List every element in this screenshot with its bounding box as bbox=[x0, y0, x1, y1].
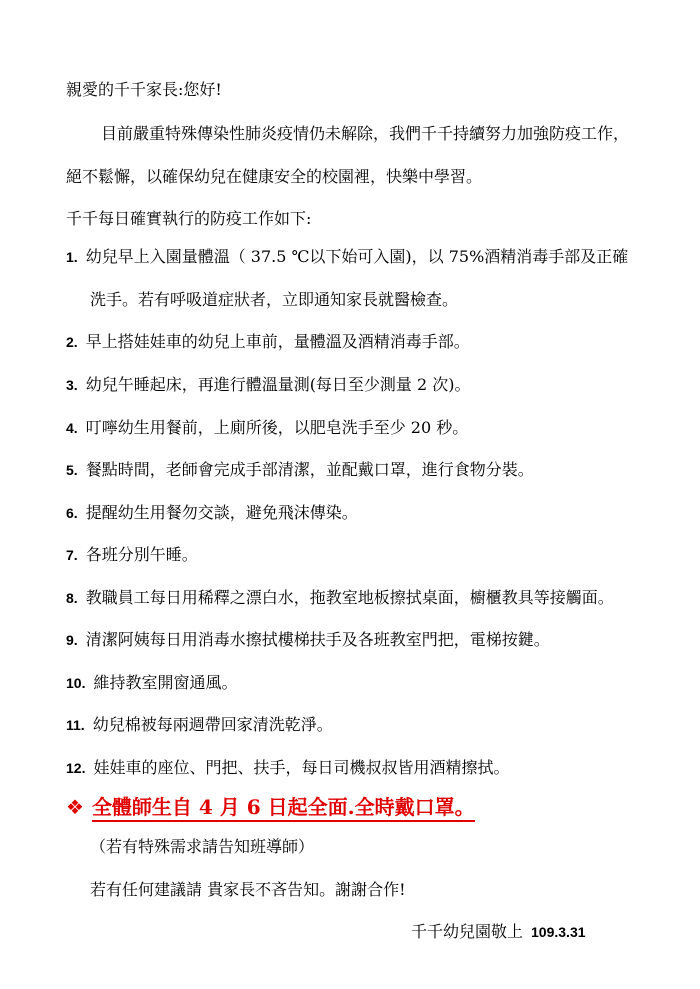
greeting: 親愛的千千家長:您好! bbox=[66, 80, 222, 99]
item-number: 10. bbox=[66, 675, 86, 691]
item-text: 早上搭娃娃車的幼兒上車前，量體溫及酒精消毒手部。 bbox=[85, 332, 470, 351]
item-number: 4. bbox=[66, 420, 78, 436]
item-number: 8. bbox=[66, 590, 78, 606]
letter-date: 109.3.31 bbox=[531, 924, 586, 940]
list-item bbox=[66, 630, 550, 650]
item-number: 3. bbox=[66, 377, 78, 393]
item-text: 各班分別午睡。 bbox=[85, 545, 198, 564]
list-item bbox=[66, 503, 358, 523]
signature bbox=[411, 922, 586, 942]
intro-paragraph-line-2: 絕不鬆懈，以確保幼兒在健康安全的校園裡，快樂中學習。 bbox=[66, 167, 483, 186]
diamond-bullet-icon: ❖ bbox=[66, 795, 84, 819]
signature-name: 千千幼兒園敬上 bbox=[411, 922, 524, 941]
item-text: 教職員工每日用稀釋之漂白水，拖教室地板擦拭桌面，櫥櫃教具等接觸面。 bbox=[85, 588, 614, 607]
item-number: 1. bbox=[66, 249, 78, 265]
special-needs-note: （若有特殊需求請告知班導師） bbox=[90, 837, 315, 856]
list-item bbox=[66, 758, 509, 778]
list-item bbox=[66, 247, 628, 267]
intro-paragraph-line-1: 目前嚴重特殊傳染性肺炎疫情仍未解除，我們千千持續努力加強防疫工作， bbox=[101, 124, 630, 143]
mask-notice-text: 全體師生自 4 月 6 日起全面.全時戴口罩。 bbox=[92, 795, 475, 822]
list-item bbox=[66, 545, 198, 565]
item-text: 幼兒午睡起床，再進行體溫量測(每日至少測量 2 次)。 bbox=[85, 375, 471, 394]
list-item bbox=[66, 588, 614, 608]
list-item bbox=[66, 673, 237, 693]
item-text: 幼兒棉被每兩週帶回家清洗乾淨。 bbox=[92, 715, 333, 734]
item-number: 6. bbox=[66, 505, 78, 521]
item-number: 5. bbox=[66, 462, 78, 478]
list-lead: 千千每日確實執行的防疫工作如下: bbox=[66, 209, 312, 228]
item-text: 幼兒早上入園量體溫（ 37.5 ℃以下始可入園)，以 75%酒精消毒手部及正確 bbox=[85, 247, 629, 266]
item-continuation: 洗手。若有呼吸道症狀者，立即通知家長就醫檢查。 bbox=[90, 290, 459, 309]
item-number: 7. bbox=[66, 547, 78, 563]
list-item bbox=[66, 418, 468, 438]
item-text: 清潔阿姨每日用消毒水擦拭樓梯扶手及各班教室門把，電梯按鍵。 bbox=[85, 630, 550, 649]
item-number: 9. bbox=[66, 632, 78, 648]
item-number: 2. bbox=[66, 334, 78, 350]
item-text: 餐點時間，老師會完成手部清潔，並配戴口罩，進行食物分裝。 bbox=[85, 460, 534, 479]
list-item bbox=[66, 375, 471, 395]
item-number: 11. bbox=[66, 717, 85, 733]
item-number: 12. bbox=[66, 760, 86, 776]
item-text: 維持教室開窗通風。 bbox=[93, 673, 238, 692]
mask-notice bbox=[66, 794, 475, 820]
list-item bbox=[66, 460, 534, 480]
item-text: 提醒幼生用餐勿交談，避免飛沫傳染。 bbox=[85, 503, 358, 522]
item-text: 娃娃車的座位、門把、扶手，每日司機叔叔皆用酒精擦拭。 bbox=[93, 758, 510, 777]
list-item bbox=[66, 715, 333, 735]
item-text: 叮嚀幼生用餐前，上廁所後，以肥皂洗手至少 20 秒。 bbox=[85, 418, 469, 437]
closing-line: 若有任何建議請 貴家長不吝告知。謝謝合作! bbox=[90, 880, 406, 899]
list-item bbox=[66, 332, 470, 352]
